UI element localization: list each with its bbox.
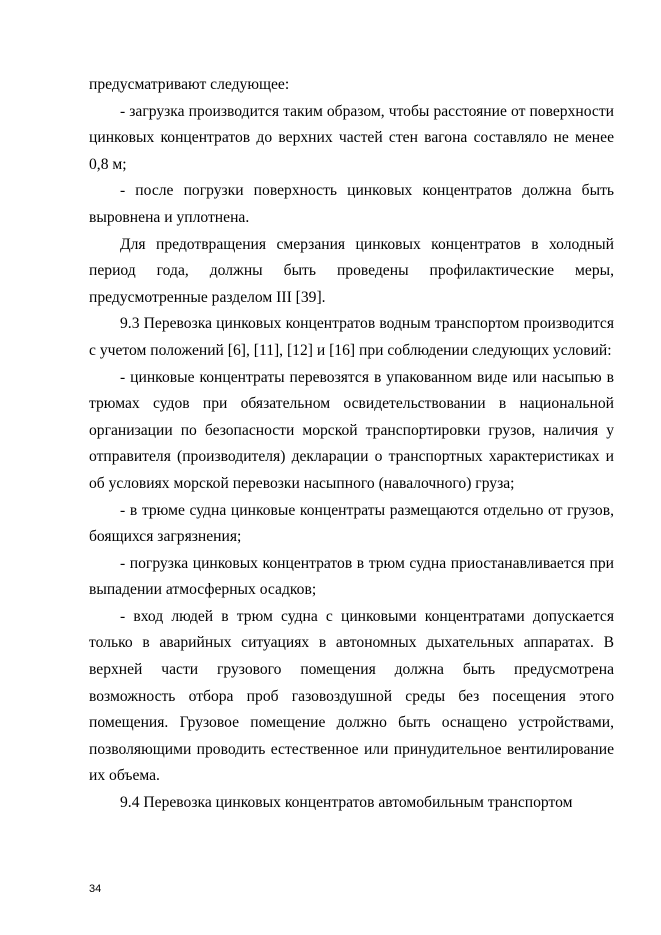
paragraph-freezing-prevention: Для предотвращения смерзания цинковых концентратов в холодный период года, должны быть проведены профилактические меры, предусмотренные разделом III [39].: [89, 235, 614, 306]
paragraph-section-9-4: 9.4 Перевозка цинковых концентратов автомобильным транспортом: [120, 794, 573, 812]
paragraph-list-item-hold-separation: - в трюме судна цинковые концентраты размещаются отдельно от грузов, боящихся загрязнения;: [89, 501, 614, 546]
paragraph-section-9-3: 9.3 Перевозка цинковых концентратов водным транспортом производится с учетом положений [6], [11], [12] и [16] при соблюдении следующих условий:: [89, 315, 614, 359]
paragraph-list-item-loading: - загрузка производится таким образом, чтобы расстояние от поверхности цинковых концентратов до верхних частей стен вагона составляло не менее 0,8 м;: [89, 102, 614, 173]
page-number: 34: [89, 883, 102, 895]
paragraph-list-item-packaged: - цинковые концентраты перевозятся в упакованном виде или насыпью в трюмах судов при обязательном освидетельствовании в национальной организации по безопасности морской транспортировки грузов, наличия у отправителя (производителя) декларации о транспортных характеристиках и об условиях морской перевозки насыпного (навалочного) груза;: [89, 368, 614, 492]
paragraph-list-item-leveling: - после погрузки поверхность цинковых концентратов должна быть выровнена и уплотнена.: [89, 182, 614, 226]
paragraph-list-item-hold-entry: - вход людей в трюм судна с цинковыми концентратами допускается только в аварийных ситуациях в автономных дыхательных аппаратах. В верхней части грузового помещения должна быть предусмотрена возможность отбора проб газовоздушной среды без посещения этого помещения. Грузовое помещение должно быть оснащено устройствами, позволяющими проводить естественное или принудительное вентилирование их объема.: [89, 607, 614, 785]
paragraph-continuation: предусматривают следующее:: [89, 76, 290, 93]
body-text: [89, 72, 614, 817]
paragraph-list-item-loading-suspension: - погрузка цинковых концентратов в трюм судна приостанавливается при выпадении атмосферных осадков;: [89, 554, 614, 599]
